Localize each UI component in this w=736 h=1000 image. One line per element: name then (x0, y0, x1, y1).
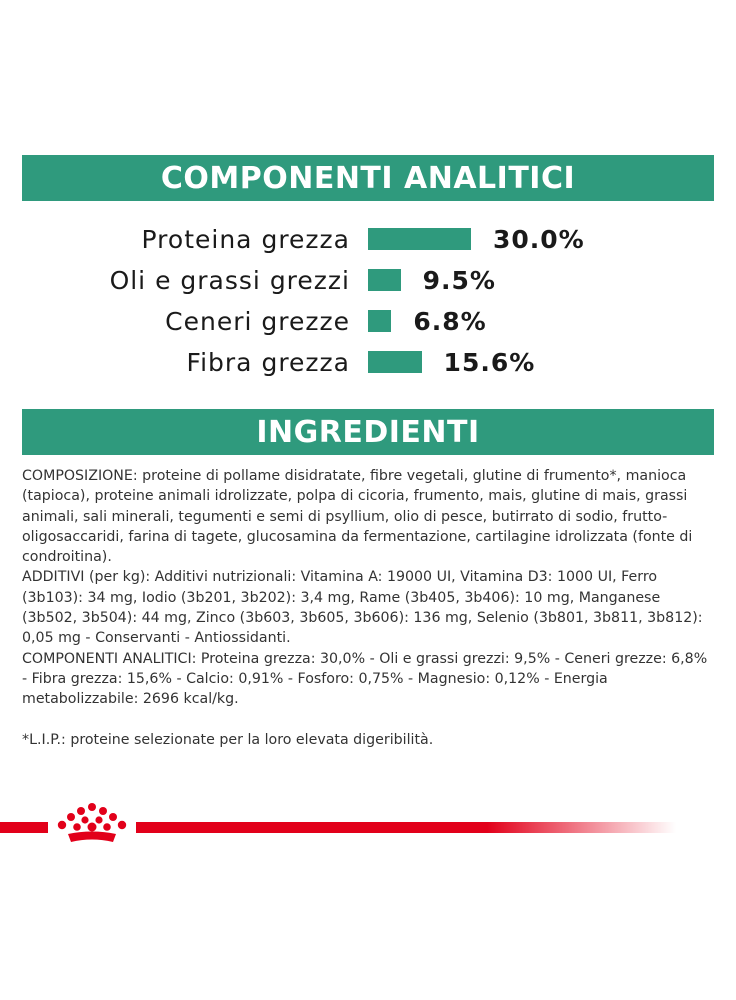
ingredients-title: INGREDIENTI (256, 414, 480, 450)
nutrient-bar (368, 228, 471, 250)
nutrient-label: Proteina grezza (141, 225, 350, 254)
analytic-components-banner (22, 155, 714, 201)
ingredients-banner (22, 409, 714, 455)
nutrient-bar (368, 351, 422, 373)
brand-divider (0, 800, 736, 860)
composition-paragraph: COMPOSIZIONE: proteine di pollame disidratate, fibre vegetali, glutine di frumento*, manioca (tapioca), proteine animali idrolizzate, polpa di cicoria, frumento, mais, glutine di mais, grassi animali, sali minerali, tegumenti e semi di psyllium, olio di pesce, butirrato di sodio, frutto-oligosaccaridi, farina di tagete, glucosamina da fermentazione, cartilagine idrolizzata (fonte di condroitina). (22, 468, 693, 566)
nutrient-row-fibre (0, 343, 736, 383)
nutrient-value: 30.0% (493, 225, 585, 254)
nutrient-value: 6.8% (413, 307, 487, 336)
nutrient-label: Ceneri grezze (165, 307, 350, 336)
analytic-components-paragraph: COMPONENTI ANALITICI: Proteina grezza: 30,0% - Oli e grassi grezzi: 9,5% - Ceneri grezze: 6,8% - Fibra grezza: 15,6% - Calcio: 0,91% - Fosforo: 0,75% - Magnesio: 0,12% - Energia metabolizzabile: 2696 kcal/kg. (22, 650, 708, 708)
nutrient-row-ash (0, 302, 736, 342)
nutrient-row-fat (0, 261, 736, 301)
footnote: *L.I.P.: proteine selezionate per la loro elevata digeribilità. (22, 731, 434, 748)
nutrient-bar (368, 310, 391, 332)
nutrient-row-protein (0, 220, 736, 260)
nutrient-value: 15.6% (443, 348, 536, 377)
nutrient-label: Fibra grezza (186, 348, 350, 377)
nutrient-label: Oli e grassi grezzi (109, 266, 350, 295)
nutrient-value: 9.5% (422, 266, 496, 295)
crown-icon (52, 802, 132, 848)
analytic-components-title: COMPONENTI ANALITICI (160, 160, 576, 196)
ingredients-text (22, 466, 714, 750)
additives-paragraph: ADDITIVI (per kg): Additivi nutrizionali: Vitamina A: 19000 UI, Vitamina D3: 1000 UI, Ferro (3b103): 34 mg, Iodio (3b201, 3b202): 3,4 mg, Rame (3b405, 3b406): 10 mg, Manganese (3b502, 3b504): 44 mg, Zinco (3b603, 3b605, 3b606): 136 mg, Selenio (3b801, 3b811, 3b812): 0,05 mg - Conservanti - Antiossidanti. (22, 569, 703, 647)
brand-line-left (0, 822, 48, 833)
brand-line-right (136, 822, 676, 833)
nutrient-bar (368, 269, 401, 291)
